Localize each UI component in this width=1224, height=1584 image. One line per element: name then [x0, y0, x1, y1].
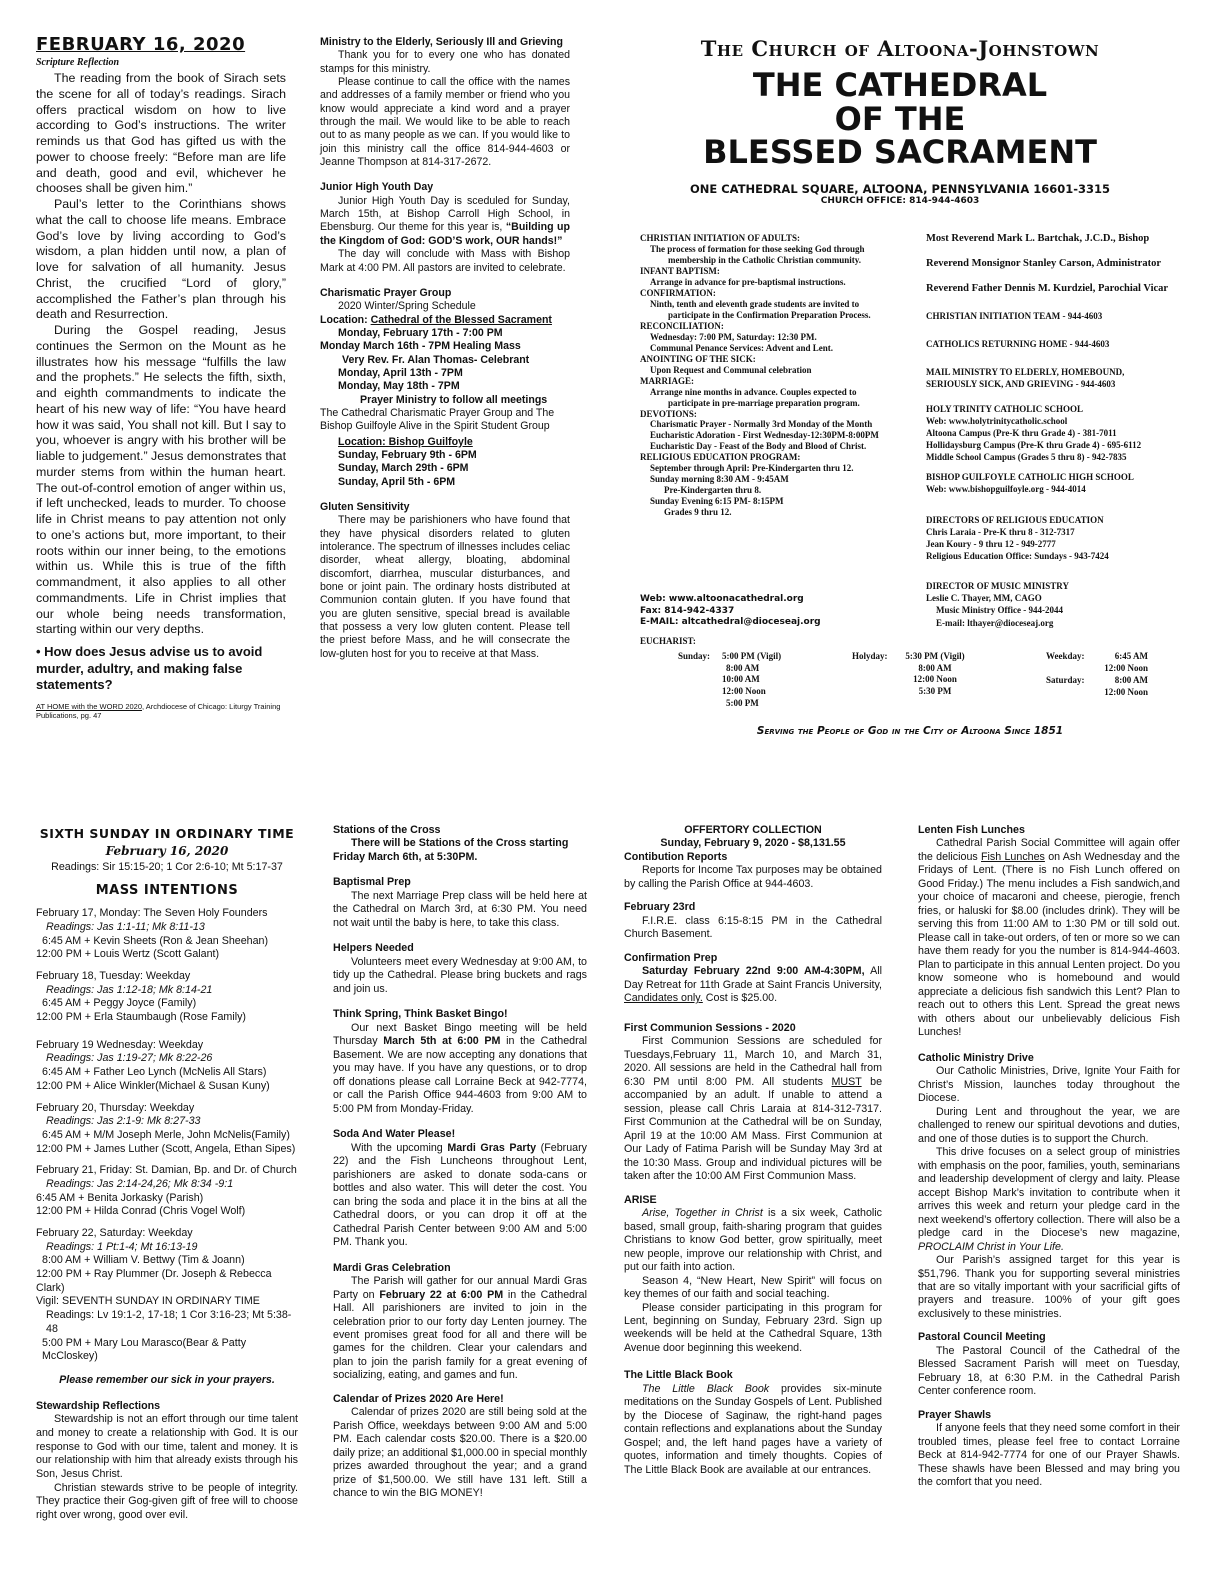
serving-tagline: Serving the People of God in the City of Altoona Since 1851 [756, 725, 1064, 737]
fax: Fax: 814-942-4337 [640, 605, 735, 616]
mass-intentions-heading: MASS INTENTIONS [95, 882, 239, 898]
reflection-paragraph: During the Gospel reading, Jesus continues the Sermon on the Mount as he illustrates how his message “fulfills the law and the prophets.” He selects the fifth, sixth, and eighth commandments to indicate the heart of his new way of life: “You have heard how it was said, You shall not kill. But I say to you, whoever is angry with his brother will be liable to judgement.” Jesus demonstrates that murder stems from within the human heart. The out-of-control emotion of anger within us, if left unchecked, leads to murder. To choose life in Christ means to pay attention not only to one’s actions but, more important, to their roots within our inner being, to the emotions within us. While this is true of the fifth commandment, it also applies to all other commandments. Life in Christ implies that our whole being needs transformation, starting within our very depths. [36, 323, 287, 637]
saturday-times: 8:00 AM 12:00 Noon [1104, 675, 1148, 697]
parochial-vicar: Reverend Father Dennis M. Kurdziel, Parochial Vicar [926, 283, 1169, 294]
calendar-prizes-title: Calendar of Prizes 2020 Are Here! [333, 1392, 504, 1405]
offertory-title: OFFERTORY COLLECTION [684, 824, 822, 836]
email: E-MAIL: altcathedral@dioceseaj.org [640, 617, 821, 628]
reflection-column [36, 71, 286, 720]
junior-high-title: Junior High Youth Day [320, 181, 434, 194]
administrator: Reverend Monsignor Stanley Carson, Administrator [926, 258, 1161, 269]
mass-day: February 19 Wednesday: Weekday Readings: Jas 1:19-27; Mk 8:22-26 6:45 AM + Father Leo Lynch (McNelis All Stars) 12:00 PM + Alice Winkler(Michael & Susan Kuny) [36, 1038, 270, 1092]
sunday-label: Sunday: [678, 651, 711, 661]
basket-bingo-title: Think Spring, Think Basket Bingo! [333, 1008, 508, 1021]
prayer-shawls-title: Prayer Shawls [918, 1408, 992, 1421]
fish-lunches-title: Lenten Fish Lunches [918, 824, 1025, 836]
baptismal-prep-title: Baptismal Prep [333, 876, 411, 889]
cathedral-name-line3: BLESSED SACRAMENT [703, 133, 1097, 172]
helpers-needed-title: Helpers Needed [333, 942, 414, 955]
weekday-label: Weekday: [1046, 651, 1085, 661]
mardi-gras-title: Mardi Gras Celebration [333, 1261, 451, 1274]
weekday-times: 6:45 AM 12:00 Noon [1104, 651, 1148, 673]
mass-day: February 20, Thursday: Weekday Readings: Jas 2:1-9: Mk 8:27-33 6:45 AM + M/M Joseph Merle, John McNelis(Family) 12:00 PM + James Luther (Scott, Angela, Ethan Sipes) [36, 1101, 296, 1155]
reflection-question: • How does Jesus advise us to avoid murder, adultry, and making false statements? [36, 644, 263, 692]
bishop: Most Reverend Mark L. Bartchak, J.C.D., Bishop [926, 233, 1150, 244]
holyday-times: 5:30 PM (Vigil) 8:00 AM 12:00 Noon 5:30 PM [905, 651, 965, 697]
diocese-name: The Church of Altoona-Johnstown [700, 36, 1100, 61]
holyday-label: Holyday: [852, 651, 888, 661]
catholic-ministry-title: Catholic Ministry Drive [918, 1051, 1034, 1064]
reflection-source: AT HOME with the WORD 2020, Archdiocese of Chicago: Liturgy Training Publications, pg. 47 [36, 701, 281, 720]
sunday-times: 5:00 PM (Vigil) 8:00 AM 10:00 AM 12:00 Noon 5:00 PM [722, 651, 782, 708]
reflection-paragraph: The reading from the book of Sirach sets the scene for all of today’s readings. Sirach offers practical wisdom on how to live according to God’s instructions. The writer reminds us that God has gifted us with the power to choose freely: “Before man are life and death, good and evil, whichever he chooses shall be given him.” [36, 71, 286, 196]
mass-day: February 22, Saturday: Weekday Readings: 1 Pt:1-4; Mt 16:13-19 8:00 AM + William V. Bettwy (Tim & Joann) 12:00 PM + Ray Plummer (Dr. Joseph & Rebecca Clark) Vigil: SEVENTH SUNDAY IN ORDINARY TIME Readings: Lv 19:1-2, 17-18; 1 Cor 3:16-23; Mt 5:38-48 5:00 PM + Mary Lou Marasco(Bear & Patty McCloskey) [36, 1227, 292, 1363]
cathedral-name-line2: OF THE [834, 99, 966, 138]
sick-prayer-note: Please remember our sick in your prayers. [59, 1373, 275, 1386]
mass-day: February 18, Tuesday: Weekday Readings: Jas 1:12-18; Mk 8:14-21 6:45 AM + Peggy Joyce (Family) 12:00 PM + Erla Staumbaugh (Rose Family) [36, 970, 246, 1024]
pastoral-council-title: Pastoral Council Meeting [918, 1331, 1046, 1344]
soda-water-title: Soda And Water Please! [333, 1128, 456, 1141]
address: ONE CATHEDRAL SQUARE, ALTOONA, PENNSYLVANIA 16601-3315 [689, 181, 1111, 196]
sacraments-list: CHRISTIAN INITIATION OF ADULTS: The process of formation for those seeking God through membership in the Catholic Christian community. INFANT BAPTISM: Arrange in advance for pre-baptismal instructions. CONFIRMATION: Ninth, tenth and eleventh grade students are invited to participate in the Confirmation Preparation Process. RECONCILIATION: Wednesday: 7:00 PM, Saturday: 12:30 PM. Communal Penance Services: Advent and Lent. ANOINTING OF THE SICK: Upon Request and Communal celebration MARRIAGE: Arrange nine months in advance. Couples expected to participate in pre-marriage preparation program. DEVOTIONS: Charismatic Prayer - Normally 3rd Monday of the Month Eucharistic Adoration - First Wednesday-12:30PM-8:00PM Eucharistic Day - Feast of the Body and Blood of Christ. RELIGIOUS EDUCATION PROGRAM: September through April: Pre-Kindergarten thru 12. Sunday morning 8:30 AM - 9:45AM Pre-Kindergarten thru 8. Sunday Evening 6:15 PM- 8:15PM Grades 9 thru 12. [640, 233, 879, 518]
announcements-column-top: Ministry to the Elderly, Seriously Ill and Grieving Thank you for to every one who has donated stamps for this ministry. Please continue to call the office with the names and addresses of a family member or friend who you know would appreciate a kind word and a prayer through the mail. We would like to be able to reach out to as many people as we can. If you would like to join this ministry call the office 814-944-4603 or Jeanne Thompson at 814-317-2672. Junior High Youth Day Junior High Youth Day is sceduled for Sunday, March 15th, at Bishop Carroll High School, in Ebensburg. Our theme for this year is, “Building up the Kingdom of God: GOD’S work, OUR hands!” The day will conclude with Mass with Bishop Mark at 4:00 PM. All pastors are invited to celebrate. Charismatic Prayer Group 2020 Winter/Spring Schedule Location: Cathedral of the Blessed Sacrament Monday, February 17th - 7:00 PM Monday March 16th - 7PM Healing Mass Very Rev. Fr. Alan Thomas- Celebrant Monday, April 13th - 7PM Monday, May 18th - 7PM Prayer Ministry to follow all meetings The Cathedral Charismatic Prayer Group and The Bishop Guilfoyle Alive in the Spirit Student Group Location: Bishop Guilfoyle Sunday, February 9th - 6PM Sunday, March 29th - 6PM Sunday, April 5th - 6PM Gluten Sensitivity There may be parishioners who have found that they have physical disorders related to gluten intolerance. The spectrum of illnesses includes celiac disorder, wheat allergy, bloating, abdominal discomfort, diarrhea, muscular disturbances, and bone or joint pain. The ordinary hosts distributed at Communion contain gluten. If you have found that you are gluten sensitive, special bread is available that possess a very low gluten content. Please tell the priest before Mass, and he will consecrate the low-gluten host for you to receive at that Mass. [320, 36, 570, 660]
sunday-date: February 16, 2020 [105, 843, 229, 858]
church-office: CHURCH OFFICE: 814-944-4603 [820, 195, 980, 206]
stations-title: Stations of the Cross [333, 824, 441, 836]
arise-title: ARISE [624, 1193, 657, 1206]
mass-intentions-column: SIXTH SUNDAY IN ORDINARY TIME February 16, 2020 Readings: Sir 15:15-20; 1 Cor 2:6-10; Mt 5:17-37 MASS INTENTIONS February 17, Monday: The Seven Holy Founders Readings: Jas 1:1-11; Mk 8:11-13 6:45 AM + Kevin Sheets (Ron & Jean Sheehan) 12:00 PM + Louis Wertz (Scott Galant) February 18, Tuesday: Weekday Readings: Jas 1:12-18; Mk 8:14-21 6:45 AM + Peggy Joyce (Family) 12:00 PM + Erla Staumbaugh (Rose Family) February 19 Wednesday: Weekday Readings: Jas 1:19-27; Mk 8:22-26 6:45 AM + Father Leo Lynch (McNelis All Stars) 12:00 PM + Alice Winkler(Michael & Susan Kuny) February 20, Thursday: Weekday Readings: Jas 2:1-9: Mk 8:27-33 6:45 AM + M/M Joseph Merle, John McNelis(Family) 12:00 PM + James Luther (Scott, Angela, Ethan Sipes) February 21, Friday: St. Damian, Bp. and Dr. of Church Readings: Jas 2:14-24,26; Mk 8:34 -9:1 6:45 AM + Benita Jorkasky (Parish) 12:00 PM + Hilda Conrad (Chris Vogel Wolf) February 22, Saturday: Weekday Readings: 1 Pt:1-4; Mt 16:13-19 8:00 AM + William V. Bettwy (Tim & Joann) 12:00 PM + Ray Plummer (Dr. Joseph & Rebecca Clark) Vigil: SEVENTH SUNDAY IN ORDINARY TIME Readings: Lv 19:1-2, 17-18; 1 Cor 3:16-23; Mt 5:38-48 5:00 PM + Mary Lou Marasco(Bear & Patty McCloskey) Please remember our sick in your prayers. Stewardship Reflections Stewardship is not an effort through our time talent and money to create a relationship with God. It is our response to God with our time, talent and money. It is our relationship with him that already exists through his Son, Jesus Christ. Christian stewards strive to be people of integrity. They practice their Gog-given gift of free will to choose right over wrong, good over evil. [36, 826, 298, 1522]
saturday-label: Saturday: [1046, 675, 1085, 685]
february-23rd-title: February 23rd [624, 901, 696, 914]
confirmation-prep-title: Confirmation Prep [624, 951, 718, 964]
little-black-book-title: The Little Black Book [624, 1369, 733, 1382]
announcements-column-b3: OFFERTORY COLLECTION Sunday, February 9, 2020 - $8,131.55 Contibution Reports Reports for Income Tax purposes may be obtained by calling the Parish Office at 944-4603. February 23rd F.I.R.E. class 6:15-8:15 PM in the Cathedral Church Basement. Confirmation Prep Saturday February 22nd 9:00 AM-4:30PM, All Day Retreat for 11th Grade at Saint Francis University, Candidates only. Cost is $25.00. First Communion Sessions - 2020 First Communion Sessions are scheduled for Tuesdays,February 11, March 10, and March 31, 2020. All sessions are held in the Cathedral hall from 6:30 PM until 8:00 PM. All students MUST be accompanied by an adult. If unable to attend a session, please call Chris Laraia at 814-312-7317. First Communion at the Cathedral will be on Sunday, April 19 at the 10:00 AM Mass. First Communion at Our Lady of Fatima Parish will be Sunday May 3rd at the 10:30 Mass. Group and individual pictures will be taken after the 10:00 AM First Communion Mass. ARISE Arise, Together in Christ is a six week, Catholic based, small group, faith-sharing program that guides Christians to know God better, grow spiritually, meet new people, improve our relationship with Christ, and put our faith into action. Season 4, “New Heart, New Spirit” will focus on key themes of our faith and social teaching. Please consider participating in this program for Lent, beginning on Sunday, February 23rd. Sign up weekends will be held at the Cathedral Square, 13th Avenue door beginning this weekend. The Little Black Book The Little Black Book provides six-minute meditations on the Sunday Gospels of Lent. Published by the Diocese of Saginaw, the right-hand pages contain reflections and explanations about the Sunday Gospel; and, the left hand pages have a variety of quotes, information and timely thoughts. Copies of The Little Black Book are available at our entrances. [624, 824, 883, 1476]
offertory-amount: Sunday, February 9, 2020 - $8,131.55 [660, 837, 846, 850]
bullet-icon: • [36, 644, 45, 659]
eucharist-label: EUCHARIST: [640, 636, 696, 646]
scripture-reflection-label: Scripture Reflection [36, 57, 120, 68]
reflection-paragraph: Paul’s letter to the Corinthians shows what the call to choose life means. Embrace God’s love by living according to God’s wisdom, a plan hidden until now, a plan of love for salvation of all humanity. Jesus Christ, the crucified “Lord of glory,” accomplished the Father’s plan through his death and Resurrection. [36, 197, 286, 322]
stewardship-title: Stewardship Reflections [36, 1399, 161, 1412]
sunday-title: SIXTH SUNDAY IN ORDINARY TIME [39, 826, 295, 841]
website: Web: www.altoonacathedral.org [640, 594, 804, 604]
contribution-reports-title: Contibution Reports [624, 850, 728, 863]
first-communion-title: First Communion Sessions - 2020 [624, 1021, 796, 1034]
mass-day: February 21, Friday: St. Damian, Bp. and Dr. of Church Readings: Jas 2:14-24,26; Mk 8:34 -9:1 6:45 AM + Benita Jorkasky (Parish) 12:00 PM + Hilda Conrad (Chris Vogel Wolf) [36, 1164, 297, 1218]
sunday-readings: Readings: Sir 15:15-20; 1 Cor 2:6-10; Mt 5:17-37 [51, 860, 283, 873]
masthead [610, 36, 1190, 206]
gluten-title: Gluten Sensitivity [320, 501, 410, 513]
cathedral-name-line1: THE CATHEDRAL [752, 66, 1048, 104]
contact-info [640, 594, 821, 629]
announcements-column-b4: Lenten Fish Lunches Cathedral Parish Social Committee will again offer the delicious Fish Lunches on Ash Wednesday and the Fridays of Lent. (There is no Fish Lunch offered on Good Friday.) The menu includes a Fish sandwich,and your choice of macaroni and cheese, pierogie, french fries, or haluski for $8.00 (includes drink). They will be serving this from 11:00 AM to 1:30 PM or till sold out. Please call in take-out orders, of ten or more so we can have them ready for you the number is 814-944-4603. Plan to participate in this annual Lenten project. Do you know someone who is homebound and would appreciate a delicious fish sandwich this Lent? Plan to reach out to others this Lent. Spread the great news with others about our unbelievably delicious Fish Lunches! Catholic Ministry Drive Our Catholic Ministries, Drive, Ignite Your Faith for Christ’s Mission, launches today throughout the Diocese. During Lent and throughout the year, we are challenged to renew our spiritual devotions and duties, and one of those duties is to support the Church. This drive focuses on a select group of ministries with emphasis on the poor, families, youth, seminarians and leadership development of clergy and laity. Please accept Bishop Mark’s invitation to contribute when it arrives this week and return your pledge card in the next weekend’s offertory collection. There will also be a pledge card in the Diocese’s new magazine, PROCLAIM Christ in Your Life. Our Parish’s assigned target for this year is $51,796. Thank you for supporting several ministries that are so vitally important with your sacrificial gifts of prayers and treasure. 100% of your gift goes exclusively to these ministries. Pastoral Council Meeting The Pastoral Council of the Cathedral of the Blessed Sacrament Parish will meet on Tuesday, February 18, at 6:30 P.M. in the Cathedral Parish Center conference room. Prayer Shawls If anyone feels that they need some comfort in their troubled times, please feel free to contact Lorraine Beck at 814-942-7774 for one of our Prayer Shawls. These shawls have been Blessed and may bring you the comfort that you need. [918, 824, 1181, 1489]
staff-list: Most Reverend Mark L. Bartchak, J.C.D., Bishop Reverend Monsignor Stanley Carson, Administrator Reverend Father Dennis M. Kurdziel, Parochial Vicar CHRISTIAN INITIATION TEAM - 944-4603 CATHOLICS RETURNING HOME - 944-4603 MAIL MINISTRY TO ELDERLY, HOMEBOUND, SERIOUSLY SICK, AND GRIEVING - 944-4603 HOLY TRINITY CATHOLIC SCHOOL Web: www.holytrinitycatholic.school Altoona Campus (Pre-K thru Grade 4) - 381-7011 Hollidaysburg Campus (Pre-K thru Grade 4) - 695-6112 Middle School Campus (Grades 5 thru 8) - 942-7835 BISHOP GUILFOYLE CATHOLIC HIGH SCHOOL Web: www.bishopguilfoyle.org - 944-4014 DIRECTORS OF RELIGIOUS EDUCATION Chris Laraia - Pre-K thru 8 - 312-7317 Jean Koury - 9 thru 12 - 949-2777 Religious Education Office: Sundays - 943-7424 DIRECTOR OF MUSIC MINISTRY Leslie C. Thayer, MM, CAGO Music Ministry Office - 944-2044 E-mail: lthayer@dioceseaj.org [926, 233, 1186, 629]
bulletin-date: FEBRUARY 16, 2020 [36, 34, 246, 55]
mass-day: February 17, Monday: The Seven Holy Founders Readings: Jas 1:1-11; Mk 8:11-13 6:45 AM + Kevin Sheets (Ron & Jean Sheehan) 12:00 PM + Louis Wertz (Scott Galant) [36, 907, 269, 961]
charismatic-prayer-title: Charismatic Prayer Group [320, 286, 452, 299]
ministry-elderly-title: Ministry to the Elderly, Seriously Ill and Grieving [320, 36, 563, 48]
announcements-column-b2: Stations of the Cross There will be Stations of the Cross starting Friday March 6th, at 5:30PM. Baptismal Prep The next Marriage Prep class will be held here at the Cathedral on March 3rd, at 6:30 PM. You need not wait until the baby is here, to take this class. Helpers Needed Volunteers meet every Wednesday at 9:00 AM, to tidy up the Cathedral. Please bring buckets and rags and join us. Think Spring, Think Basket Bingo! Our next Basket Bingo meeting will be held Thursday March 5th at 6:00 PM in the Cathedral Basement. We are now accepting any donations that you may have. If you have any questions, or to drop off donations please call Lorraine Beck at 942-7774, or call the Parish Office 944-4603 from 9:00 AM to 5:00 PM from Monday-Friday. Soda And Water Please! With the upcoming Mardi Gras Party (February 22) and the Fish Luncheons throughout Lent, parishioners are asked to donate soda-cans or bottles and also water. This will deter the cost. You can bring the soda and place it in the bins at all the Cathedral doors, or you can drop it off at the Cathedral Parish Center between 9:00 AM and 5:00 PM. Thank you. Mardi Gras Celebration The Parish will gather for our annual Mardi Gras Party on February 22 at 6:00 PM in the Cathedral Hall. All parishioners are invited to join in the celebration prior to our forty day Lenten journey. The event promises great food for all and there will be games for the children. Clear your calendars and plan to join the parish family for a great evening of socializing, eating, and games and fun. Calendar of Prizes 2020 Are Here! Calendar of prizes 2020 are still being sold at the Parish Office, weekdays between 9:00 AM and 5:00 PM. Each calendar costs $20.00. There is a $20.00 daily prize; an additional $1,000.00 in special monthly prizes awarded throughout the year; and a grand prize of $1,500.00. We still have 131 left. Still a chance to win the BIG MONEY! [333, 824, 587, 1500]
